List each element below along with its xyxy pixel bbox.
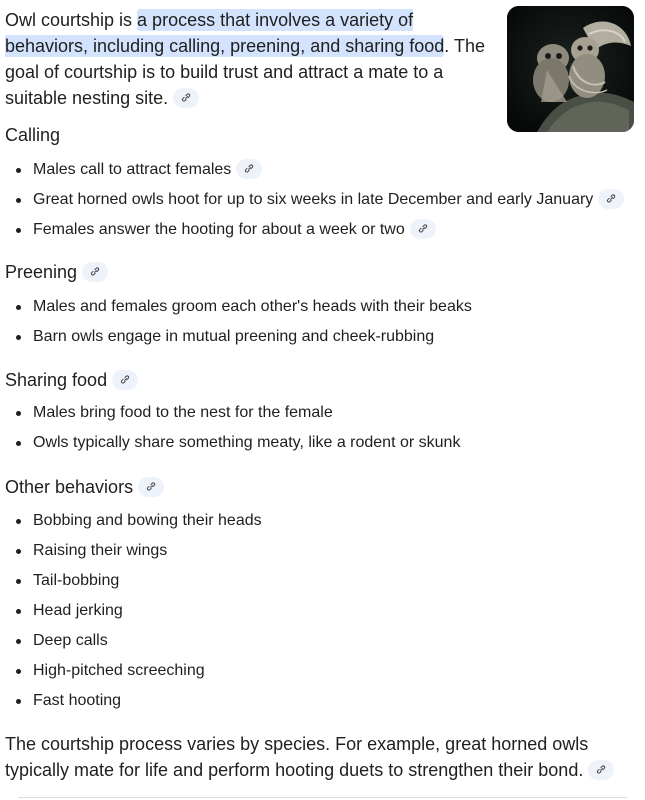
list-item: Tail-bobbing xyxy=(0,566,640,596)
source-link-chip[interactable] xyxy=(138,477,164,497)
divider xyxy=(18,797,627,798)
link-icon xyxy=(119,374,131,386)
list-item: Females answer the hooting for about a week or two xyxy=(0,215,640,245)
link-icon xyxy=(595,764,607,776)
link-icon xyxy=(605,193,617,205)
list-item: Males bring food to the nest for the female xyxy=(0,398,640,428)
other-behaviors-list xyxy=(0,506,640,716)
list-item: Males call to attract females xyxy=(0,155,640,185)
source-link-chip[interactable] xyxy=(82,262,108,282)
list-item: Males and females groom each other's heads with their beaks xyxy=(0,292,640,322)
section-title-other-behaviors: Other behaviors xyxy=(5,475,164,499)
link-icon xyxy=(417,223,429,235)
section-title-preening: Preening xyxy=(5,260,108,284)
intro-highlight[interactable]: a process that involves a variety of behaviors, including calling, preening, and sharing food xyxy=(5,10,445,56)
list-item: Bobbing and bowing their heads xyxy=(0,506,640,536)
preening-list xyxy=(0,292,640,352)
intro-source-link-chip[interactable] xyxy=(173,88,199,108)
list-item: Great horned owls hoot for up to six weeks in late December and early January xyxy=(0,185,640,215)
section-title-calling: Calling xyxy=(5,125,61,145)
list-item: Head jerking xyxy=(0,596,640,626)
link-icon xyxy=(180,92,192,104)
owl-thumbnail-image[interactable] xyxy=(507,6,634,132)
intro-prefix: Owl courtship is xyxy=(5,10,138,30)
list-item: Owls typically share something meaty, like a rodent or skunk xyxy=(0,428,640,458)
section-title-sharing-food: Sharing food xyxy=(5,368,138,392)
sharing-food-list xyxy=(0,398,640,458)
source-link-chip[interactable] xyxy=(588,760,614,780)
closing-paragraph: The courtship process varies by species. For example, great horned owls typically mate for life and perform hooting duets to strengthen their bond. xyxy=(5,731,635,783)
calling-list xyxy=(0,155,640,245)
list-item: Deep calls xyxy=(0,626,640,656)
source-link-chip[interactable] xyxy=(112,370,138,390)
link-icon xyxy=(243,163,255,175)
owls-perched-on-branch-icon xyxy=(507,6,634,132)
list-item: High-pitched screeching xyxy=(0,656,640,686)
intro-paragraph xyxy=(5,7,500,111)
list-item: Raising their wings xyxy=(0,536,640,566)
source-link-chip[interactable] xyxy=(236,159,262,179)
source-link-chip[interactable] xyxy=(598,189,624,209)
list-item: Barn owls engage in mutual preening and cheek-rubbing xyxy=(0,322,640,352)
source-link-chip[interactable] xyxy=(410,219,436,239)
link-icon xyxy=(89,266,101,278)
link-icon xyxy=(145,481,157,493)
intro-suffix: . The goal of courtship is to build trust and attract a mate to a suitable nesting site. xyxy=(5,36,485,108)
list-item: Fast hooting xyxy=(0,686,640,716)
